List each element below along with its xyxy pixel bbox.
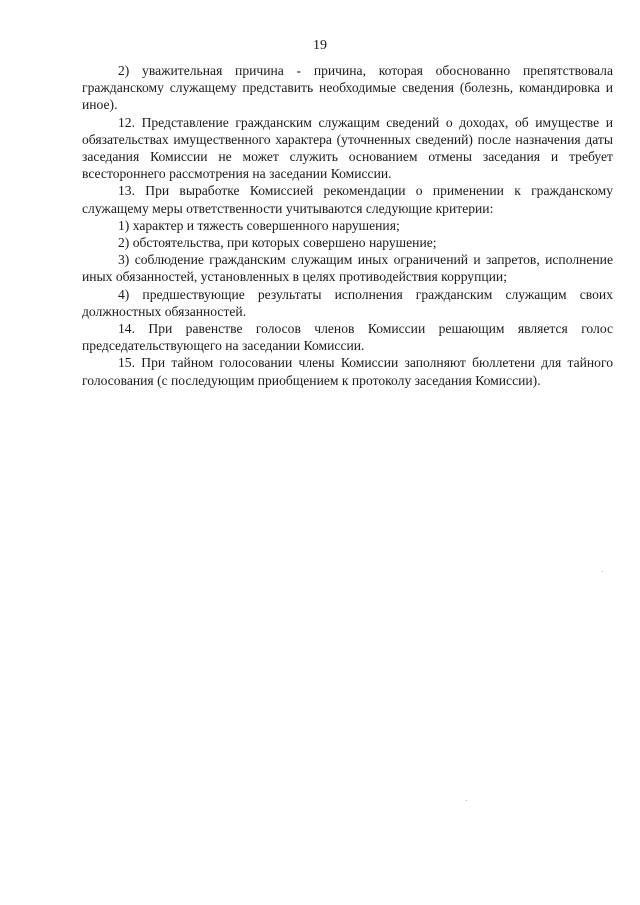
document-body (82, 62, 613, 389)
scan-speck (466, 800, 467, 801)
page-number: 19 (313, 38, 327, 53)
criterion-1: 1) характер и тяжесть совершенного нарушения; (118, 217, 400, 233)
criterion-4: 4) предшествующие результаты исполнения гражданским служащим своих должностных обязанностей. (82, 286, 613, 319)
paragraph-14-tie-vote: 14. При равенстве голосов членов Комиссии решающим является голос председательствующего на заседании Комиссии. (82, 321, 613, 354)
paragraph-15-secret-ballot: 15. При тайном голосовании члены Комиссии заполняют бюллетени для тайного голосования (с последующим приобщением к протоколу заседания Комиссии). (82, 355, 613, 388)
scan-speck (602, 571, 603, 572)
paragraph-13-criteria-intro: 13. При выработке Комиссией рекомендации о применении к гражданскому служащему меры ответственности учитываются следующие критерии: (82, 183, 613, 216)
criterion-3: 3) соблюдение гражданским служащим иных ограничений и запретов, исполнение иных обязанностей, установленных в целях противодействия коррупции; (82, 252, 613, 285)
paragraph-item-2-valid-reason: 2) уважительная причина - причина, которая обоснованно препятствовала гражданскому служащему представить необходимые сведения (болезнь, командировка и иное). (82, 63, 613, 113)
paragraph-12-income-info: 12. Представление гражданским служащим сведений о доходах, об имуществе и обязательствах имущественного характера (уточненных сведений) после назначения даты заседания Комиссии не может служить основанием отмены заседания и требует всестороннего рассмотрения на заседании Комиссии. (82, 114, 613, 182)
criterion-2: 2) обстоятельства, при которых совершено нарушение; (118, 235, 437, 251)
